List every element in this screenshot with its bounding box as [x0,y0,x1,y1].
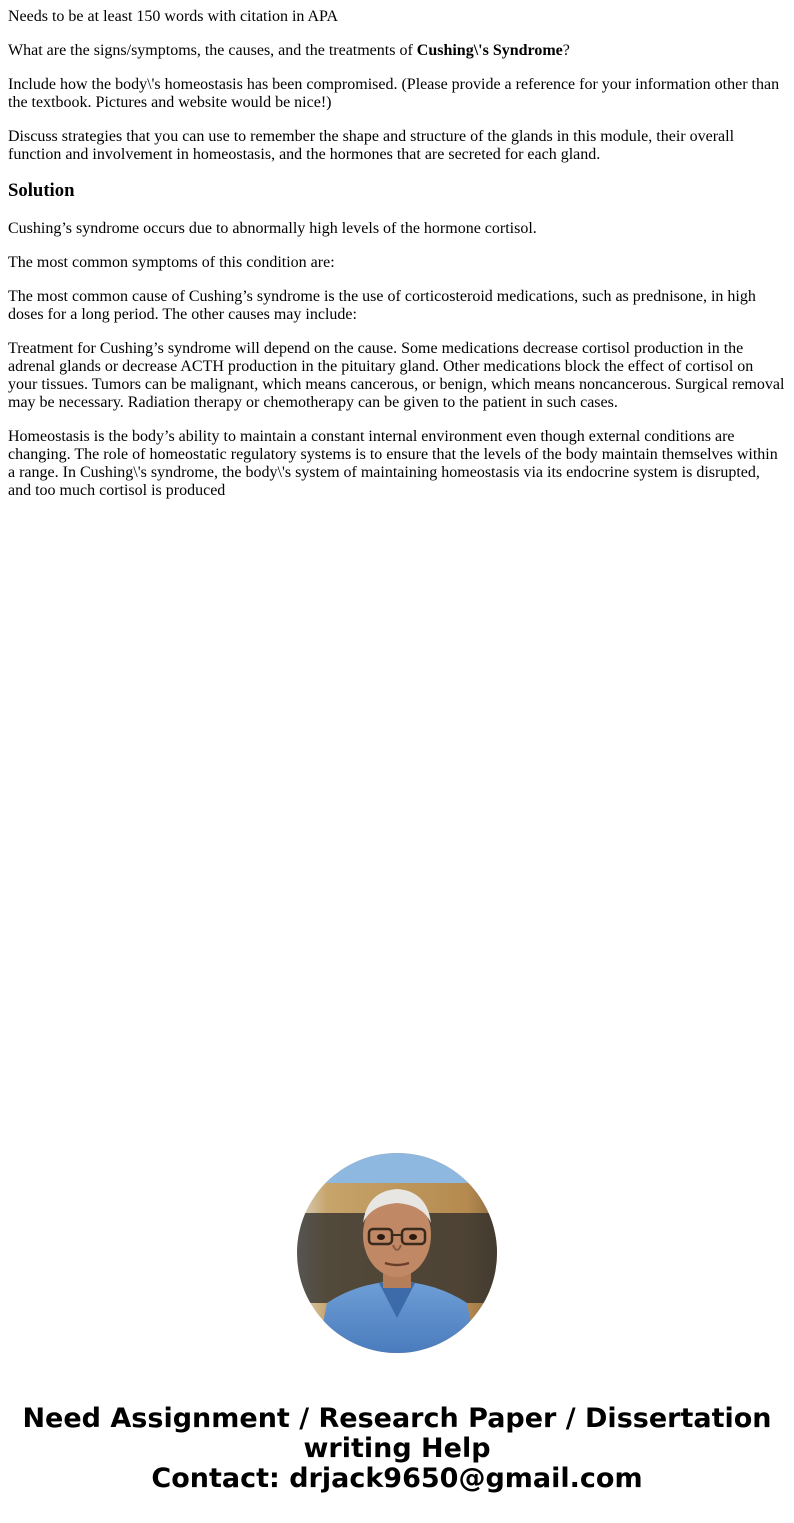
solution-treatment: Treatment for Cushing’s syndrome will depend on the cause. Some medications decrease cortisol production in the adrenal glands or decrease ACTH production in the pituitary gland. Other medications block the effect of cortisol on your tissues. Tumors can be malignant, which means cancerous, or benign, which means noncancerous. Surgical removal may be necessary. Radiation therapy or chemotherapy can be given to the patient in such cases. [8,340,785,411]
question-prompt-end: ? [562,42,570,59]
promo-line-1: Need Assignment / Research Paper / Dissertation [22,1403,772,1434]
author-avatar [297,1153,497,1353]
solution-causes: The most common cause of Cushing’s syndrome is the use of corticosteroid medications, such as prednisone, in high doses for a long period. The other causes may include: [8,288,756,323]
requirement-text: Needs to be at least 150 words with citation in APA [8,8,339,25]
promo-contact: Contact: drjack9650@gmail.com [151,1463,643,1494]
solution-intro: Cushing’s syndrome occurs due to abnormally high levels of the hormone cortisol. [8,220,537,237]
homeostasis-request: Include how the body\'s homeostasis has been compromised. (Please provide a reference for your information other than the textbook. Pictures and website would be nice!) [8,76,780,111]
question-topic: Cushing\'s Syndrome [416,42,563,59]
solution-symptoms: The most common symptoms of this condition are: [8,254,335,271]
main-content [8,8,786,516]
solution-heading: Solution [8,180,75,201]
promo-banner [0,1404,794,1494]
question-prompt [8,42,786,60]
author-photo [297,1153,497,1353]
strategies-text: Discuss strategies that you can use to remember the shape and structure of the glands in this module, their overall function and involvement in homeostasis, and the hormones that are secreted for each gland. [8,128,735,163]
solution-homeostasis: Homeostasis is the body’s ability to maintain a constant internal environment even though external conditions are changing. The role of homeostatic regulatory systems is to ensure that the levels of the body maintain themselves within a range. In Cushing\'s syndrome, the body\'s system of maintaining homeostasis via its endocrine system is disrupted, and too much cortisol is produced [8,428,778,499]
question-prompt-start: What are the signs/symptoms, the causes, and the treatments of [8,42,417,59]
promo-line-2: writing Help [303,1433,491,1464]
